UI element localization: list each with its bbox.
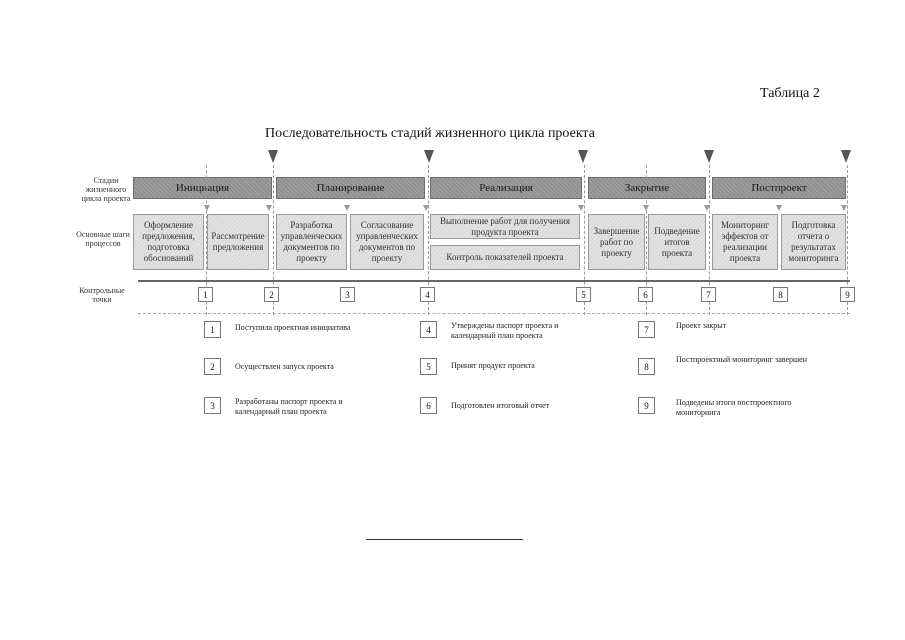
checkpoint-box: 9 xyxy=(840,287,855,302)
task-box: Мониторинг эффектов от реализации проекта xyxy=(712,214,778,270)
task-box: Рассмотрение предложения xyxy=(207,214,269,270)
checkpoint-box: 5 xyxy=(576,287,591,302)
legend-number: 6 xyxy=(420,397,437,414)
legend-number: 5 xyxy=(420,358,437,375)
milestone-marker xyxy=(841,150,851,163)
milestone-marker xyxy=(704,150,714,163)
row-label-stages: Стадии жизненного цикла проекта xyxy=(81,176,131,203)
down-arrow-icon xyxy=(266,205,272,211)
checkpoint-box: 8 xyxy=(773,287,788,302)
legend-number: 8 xyxy=(638,358,655,375)
task-box: Завершение работ по проекту xyxy=(588,214,645,270)
stage-postproject: Постпроект xyxy=(712,177,846,199)
legend-number: 1 xyxy=(204,321,221,338)
checkpoint-box: 2 xyxy=(264,287,279,302)
task-box: Подготовка отчета о результатах мониторинга xyxy=(781,214,846,270)
timeline-line xyxy=(138,313,850,314)
legend-number: 4 xyxy=(420,321,437,338)
legend-number: 7 xyxy=(638,321,655,338)
task-box: Оформление предложения, подготовка обоснований xyxy=(133,214,204,270)
legend-text: Принят продукт проекта xyxy=(451,361,535,370)
task-box: Выполнение работ для получения продукта проекта xyxy=(430,214,580,239)
milestone-marker xyxy=(268,150,278,163)
legend-text: Подготовлен итоговый отчет xyxy=(451,401,550,410)
legend-text: Постпроектный мониторинг завершен xyxy=(676,355,808,364)
legend-number: 2 xyxy=(204,358,221,375)
checkpoint-box: 3 xyxy=(340,287,355,302)
milestone-marker xyxy=(424,150,434,163)
legend-text: Утверждены паспорт проекта и календарный план проекта xyxy=(451,321,559,340)
stage-implementation: Реализация xyxy=(430,177,582,199)
task-box: Контроль показателей проекта xyxy=(430,245,580,270)
down-arrow-icon xyxy=(776,205,782,211)
task-box: Разработка управленческих документов по проекту xyxy=(276,214,347,270)
footnote-separator xyxy=(366,539,523,540)
milestone-marker xyxy=(578,150,588,163)
diagram-title: Последовательность стадий жизненного цикла проекта xyxy=(265,126,595,141)
table-label: Таблица 2 xyxy=(760,86,820,101)
checkpoint-box: 6 xyxy=(638,287,653,302)
checkpoint-box: 1 xyxy=(198,287,213,302)
legend-text: Разработаны паспорт проекта и календарный план проекта xyxy=(235,397,343,416)
task-box: Подведение итогов проекта xyxy=(648,214,706,270)
legend-number: 3 xyxy=(204,397,221,414)
stage-planning: Планирование xyxy=(276,177,425,199)
checkpoint-box: 4 xyxy=(420,287,435,302)
stage-closing: Закрытие xyxy=(588,177,706,199)
row-label-tasks: Основные шаги процессов xyxy=(76,230,130,248)
down-arrow-icon xyxy=(204,205,210,211)
row-label-checkpoints: Контрольные точки xyxy=(79,286,125,304)
legend-text: Поступила проектная инициатива xyxy=(235,323,351,332)
timeline-line xyxy=(138,280,850,282)
task-box: Согласование управленческих документов по проекту xyxy=(350,214,424,270)
checkpoint-box: 7 xyxy=(701,287,716,302)
down-arrow-icon xyxy=(344,205,350,211)
stage-initiation: Инициация xyxy=(133,177,272,199)
legend-number: 9 xyxy=(638,397,655,414)
legend-text: Осуществлен запуск проекта xyxy=(235,362,334,371)
legend-text: Проект закрыт xyxy=(676,321,727,330)
legend-text: Подведены итоги постпроектного мониторинга xyxy=(676,398,792,417)
